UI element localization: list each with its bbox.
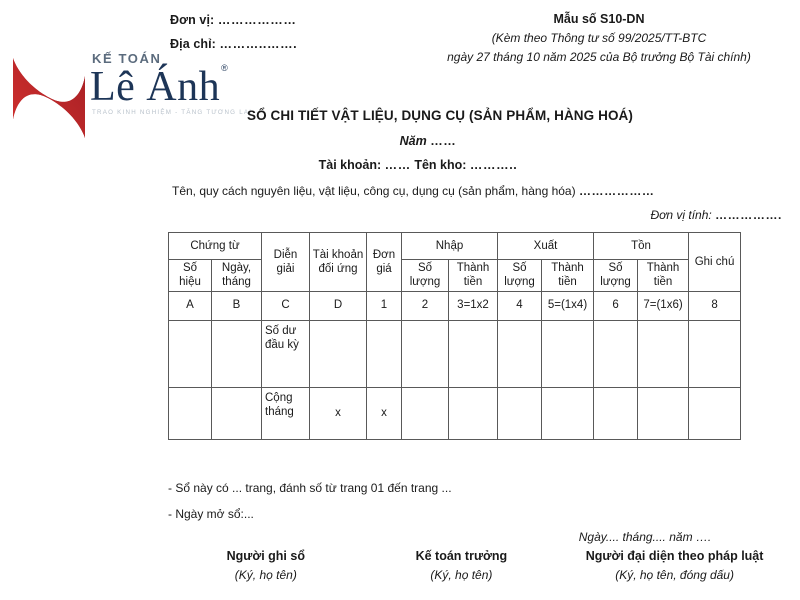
signature-chief-accountant-sub: (Ký, họ tên) <box>430 568 493 583</box>
opening-note[interactable] <box>689 320 741 387</box>
table-header-row-2 <box>169 260 741 292</box>
table-header-row-1 <box>169 233 741 260</box>
opening-import-qty[interactable] <box>402 320 449 387</box>
logo-text-block <box>90 51 253 116</box>
year-line <box>0 134 800 148</box>
signature-recorder-sub: (Ký, họ tên) <box>234 568 297 583</box>
unit-dots: ……………… <box>217 13 297 27</box>
signature-recorder <box>168 547 364 585</box>
total-import-amount[interactable] <box>449 387 498 439</box>
opening-voucher-number[interactable] <box>169 320 212 387</box>
note-pages: - Sổ này có ... trang, đánh số từ trang 01 đến trang ... <box>168 481 452 495</box>
signature-legal-representative-title: Người đại diện theo pháp luật <box>585 549 764 563</box>
total-contra-account: x <box>310 387 367 439</box>
header-voucher: Chứng từ <box>169 233 262 260</box>
table-row[interactable] <box>169 320 741 387</box>
address-label: Địa chỉ: <box>170 37 216 52</box>
opening-export-amount[interactable] <box>542 320 594 387</box>
ref-cell-3: 3=1x2 <box>449 291 498 320</box>
total-voucher-number[interactable] <box>169 387 212 439</box>
company-logo <box>12 51 253 142</box>
form-circular-line-2: ngày 27 tháng 10 năm 2025 của Bộ trưởng Bộ Tài chính) <box>447 49 751 64</box>
logo-butterfly-icon <box>12 56 86 140</box>
ref-cell-d: D <box>310 291 367 320</box>
header-import-amount: Thành tiền <box>449 260 498 292</box>
signature-date-line: Ngày.... tháng.... năm …. <box>578 530 712 544</box>
header-contra-account: Tài khoản đối ứng <box>310 233 367 292</box>
total-export-qty[interactable] <box>498 387 542 439</box>
signature-legal-representative-sub: (Ký, họ tên, đóng dấu) <box>615 568 734 583</box>
total-export-amount[interactable] <box>542 387 594 439</box>
footer-notes <box>168 476 452 528</box>
ref-cell-7: 7=(1x6) <box>638 291 689 320</box>
total-stock-amount[interactable] <box>638 387 689 439</box>
specification-line <box>172 184 655 198</box>
signature-recorder-title: Người ghi sổ <box>226 549 305 563</box>
ref-cell-b: B <box>212 291 262 320</box>
year-label: Năm <box>399 134 427 148</box>
opening-unit-price[interactable] <box>367 320 402 387</box>
header-voucher-number: Số hiệu <box>169 260 212 292</box>
total-unit-price: x <box>367 387 402 439</box>
unit-of-measure-dots: ……………. <box>715 208 782 222</box>
header-stock-amount: Thành tiền <box>638 260 689 292</box>
logo-name: Lê Ánh <box>90 64 221 110</box>
unit-of-measure-line <box>0 208 782 222</box>
specification-label: Tên, quy cách nguyên liệu, vật liệu, công cụ, dụng cụ (sản phẩm, hàng hóa) <box>172 184 576 198</box>
ref-cell-4: 4 <box>498 291 542 320</box>
account-label: Tài khoản: <box>318 158 382 172</box>
header-export: Xuất <box>498 233 594 260</box>
year-dots: …… <box>430 134 457 148</box>
unit-line <box>170 8 297 32</box>
header-import-qty: Số lượng <box>402 260 449 292</box>
logo-top-text: KẾ TOÁN <box>92 51 162 66</box>
opening-voucher-date[interactable] <box>212 320 262 387</box>
header-stock: Tồn <box>594 233 689 260</box>
ref-cell-8: 8 <box>689 291 741 320</box>
address-dots: ………..……. <box>219 37 298 52</box>
header-unit-price: Đơn giá <box>367 233 402 292</box>
logo-tagline: TRAO KINH NGHIỆM - TĂNG TƯƠNG LAI <box>92 108 253 116</box>
opening-stock-amount[interactable] <box>638 320 689 387</box>
table-row[interactable] <box>169 387 741 439</box>
warehouse-dots: ……….. <box>469 158 518 172</box>
specification-dots: ……………… <box>578 184 655 198</box>
total-voucher-date[interactable] <box>212 387 262 439</box>
unit-of-measure-label: Đơn vị tính: <box>650 208 712 222</box>
opening-contra-account[interactable] <box>310 320 367 387</box>
header-description: Diễn giải <box>262 233 310 292</box>
signature-legal-representative <box>559 547 790 585</box>
account-dots: …… <box>384 158 411 172</box>
note-open-date: - Ngày mở sổ:... <box>168 506 254 521</box>
header-export-qty: Số lượng <box>498 260 542 292</box>
header-import: Nhập <box>402 233 498 260</box>
form-circular-line-1: (Kèm theo Thông tư số 99/2025/TT-BTC <box>491 31 707 46</box>
header-export-amount: Thành tiền <box>542 260 594 292</box>
header-stock-qty: Số lượng <box>594 260 638 292</box>
opening-balance-label: Số dư đầu kỳ <box>262 320 310 387</box>
total-import-qty[interactable] <box>402 387 449 439</box>
ref-cell-1: 1 <box>367 291 402 320</box>
registered-trademark-icon: ® <box>221 63 229 73</box>
unit-info-block <box>170 8 297 57</box>
form-reference-block <box>400 10 798 67</box>
table-row <box>169 291 741 320</box>
ledger-table <box>168 232 741 440</box>
ref-cell-2: 2 <box>402 291 449 320</box>
form-code: Mẫu số S10-DN <box>553 12 645 26</box>
monthly-total-label: Cộng tháng <box>262 387 310 439</box>
opening-import-amount[interactable] <box>449 320 498 387</box>
ref-cell-6: 6 <box>594 291 638 320</box>
ref-cell-a: A <box>169 291 212 320</box>
opening-stock-qty[interactable] <box>594 320 638 387</box>
signature-chief-accountant-title: Kế toán trưởng <box>415 549 508 563</box>
opening-export-qty[interactable] <box>498 320 542 387</box>
total-stock-qty[interactable] <box>594 387 638 439</box>
warehouse-label: Tên kho: <box>414 158 467 172</box>
account-line <box>0 158 800 172</box>
ref-cell-c: C <box>262 291 310 320</box>
page-title: SỔ CHI TIẾT VẬT LIỆU, DỤNG CỤ (SẢN PHẨM, HÀNG HOÁ) <box>247 108 633 123</box>
signature-row <box>168 547 790 585</box>
ref-cell-5: 5=(1x4) <box>542 291 594 320</box>
logo-name-wrapper <box>90 63 229 110</box>
header-voucher-date: Ngày, tháng <box>212 260 262 292</box>
total-note[interactable] <box>689 387 741 439</box>
header-note: Ghi chú <box>689 233 741 292</box>
unit-label: Đơn vị: <box>170 13 215 27</box>
signature-chief-accountant <box>364 547 560 585</box>
